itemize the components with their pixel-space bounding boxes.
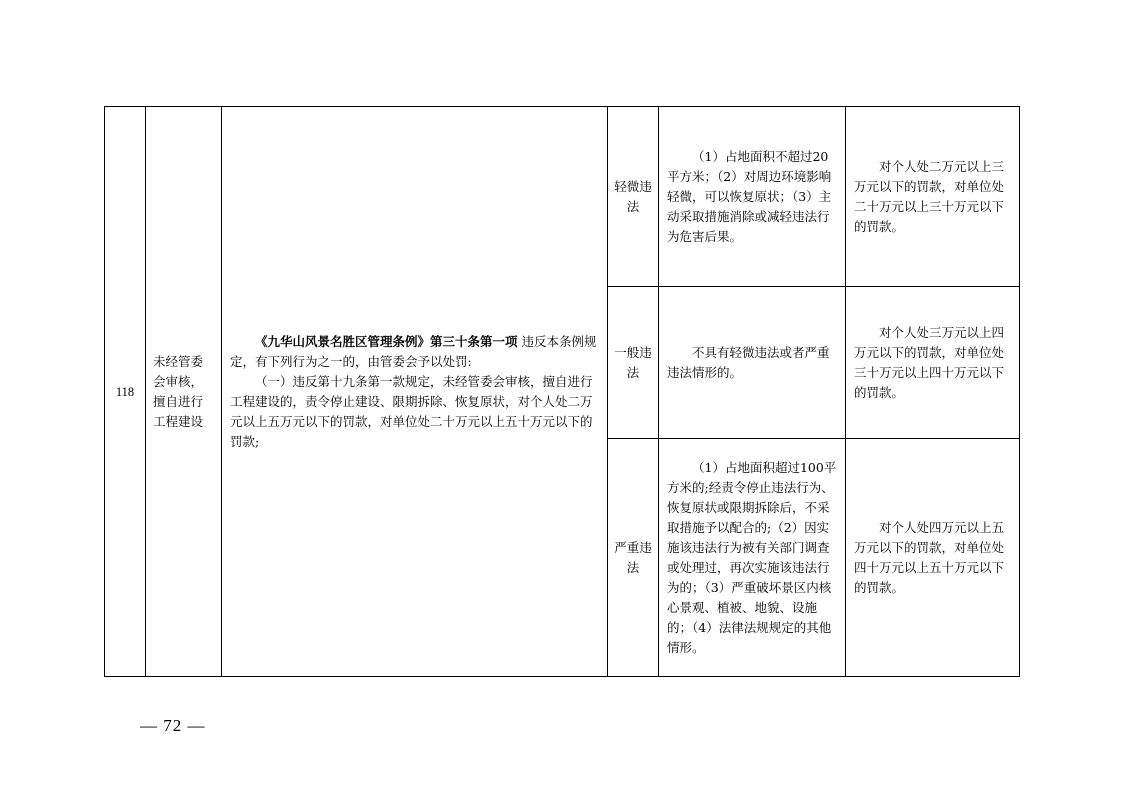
penalty-text: 对个人处三万元以上四万元以下的罚款，对单位处三十万元以上四十万元以下的罚款。 [854,324,1005,400]
penalty-text: 对个人处四万元以上五万元以下的罚款，对单位处四十万元以上五十万元以下的罚款。 [854,519,1005,595]
level-serious: 严重违法 [608,439,659,677]
description-text: （1）占地面积超过100平方米的;经责令停止违法行为、恢复原状或限期拆除后，不采取措施予以配合的;（2）因实施该违法行为被有关部门调查或处理过，再次实施该违法行为的；（3）严重破坏景区内核心景观、植被、地貌、设施的；（4）法律法规规定的其他情形。 [667,459,837,655]
level-general: 一般违法 [608,287,659,439]
page-number: — 72 — [140,716,206,735]
description-text: （1）占地面积不超过20平方米；（2）对周边环境影响轻微，可以恢复原状；（3）主动采取措施消除或减轻违法行为危害后果。 [667,148,832,244]
penalty-standard-table [104,106,1020,677]
penalty-serious [846,439,1020,677]
provision-clause: （一）违反第十九条第一款规定，未经管委会审核，擅自进行工程建设的，责令停止建设、限期拆除、恢复原状，对个人处二万元以上五万元以下的罚款，对单位处二十万元以上五十万元以下的罚款; [230,373,593,449]
penalty-text: 对个人处二万元以上三万元以下的罚款，对单位处二十万元以上三十万元以下的罚款。 [854,158,1005,234]
description-minor [659,107,846,287]
description-text: 不具有轻微违法或者严重违法情形的。 [667,344,830,380]
penalty-minor [846,107,1020,287]
penalty-general [846,287,1020,439]
description-general [659,287,846,439]
provision-source: 《九华山风景名胜区管理条例》第三十条第一项 [255,333,518,349]
table-row [105,107,1020,287]
legal-provision [222,107,608,677]
level-minor: 轻微违法 [608,107,659,287]
violation-name: 未经管委会审核，擅自进行工程建设 [146,107,222,677]
provision-intro: 违反本条例规定，有下列行为之一的，由管委会予以处罚: [230,333,597,369]
description-serious [659,439,846,677]
row-number: 118 [105,107,146,677]
provision-paragraph [230,332,600,372]
